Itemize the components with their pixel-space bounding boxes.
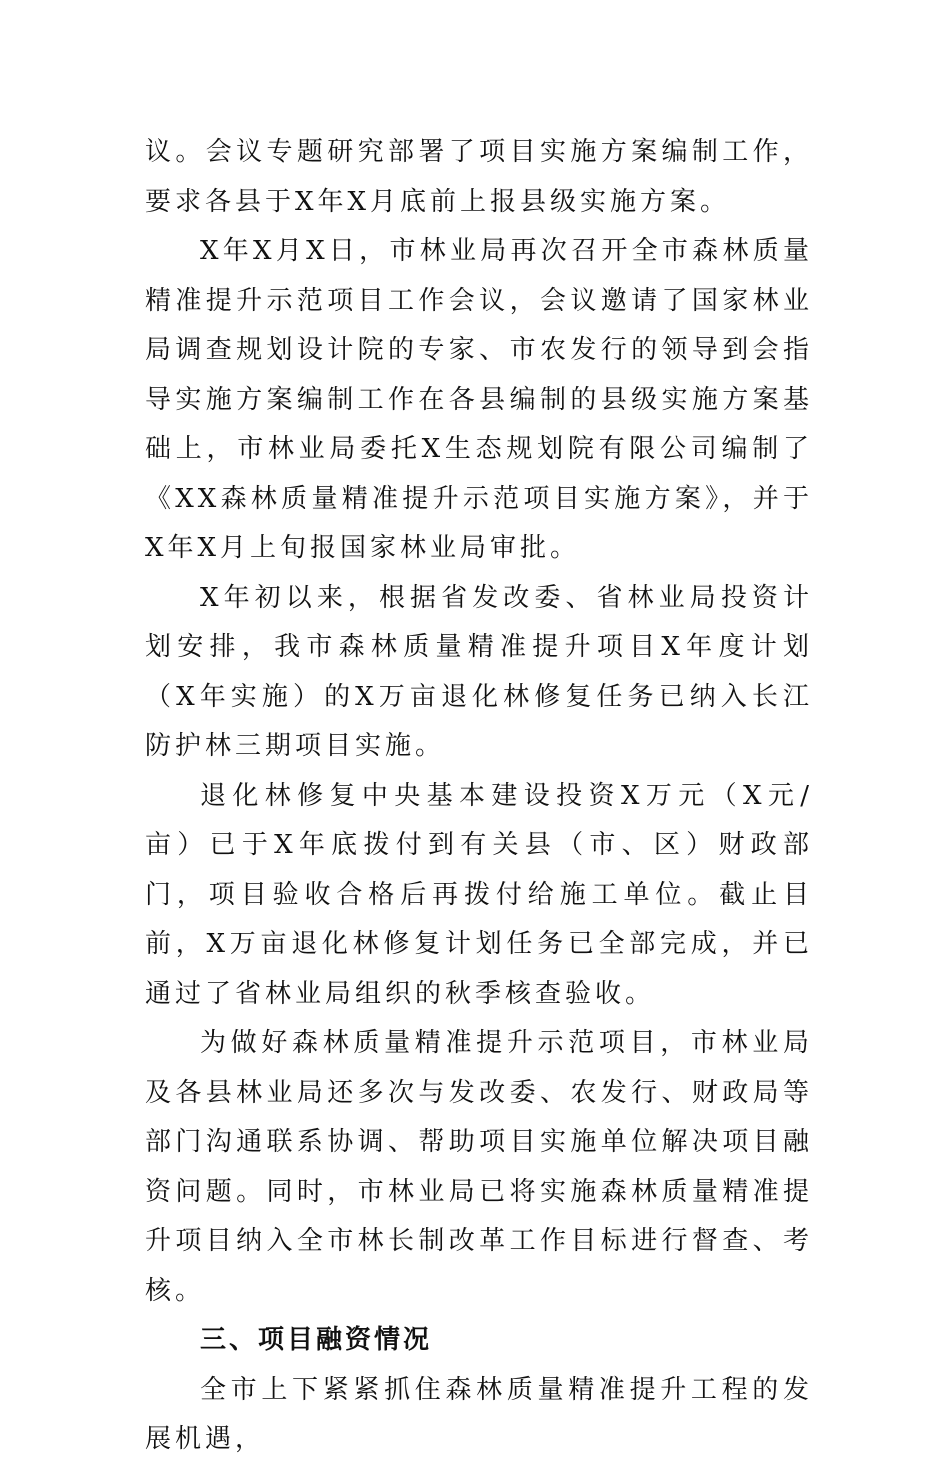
paragraph-coordination: 为做好森林质量精准提升示范项目，市林业局及各县林业局还多次与发改委、农发行、财政局等部门沟通联系协调、帮助项目实施单位解决项目融资问题。同时，市林业局已将实施森林质量精准提升项目纳入全市林长制改革工作目标进行督查、考核。 <box>145 1028 813 1306</box>
paragraph-restoration-funds: 退化林修复中央基本建设投资X万元（X元/亩）已于X年底拨付到有关县（市、区）财政部门，项目验收合格后再拨付给施工单位。截止目前，X万亩退化林修复计划任务已全部完成，并已通过了省林业局组织的秋季核查验收。 <box>145 780 813 1009</box>
paragraph-continuation: 议。会议专题研究部署了项目实施方案编制工作，要求各县于X年X月底前上报县级实施方案。 <box>145 137 813 217</box>
paragraph-work-meeting: X年X月X日，市林业局再次召开全市森林质量精准提升示范项目工作会议，会议邀请了国家林业局调查规划设计院的专家、市农发行的领导到会指导实施方案编制工作在各县编制的县级实施方案基础上，市林业局委托X生态规划院有限公司编制了《XX森林质量精准提升示范项目实施方案》，并于X年X月上旬报国家林业局审批。 <box>145 236 813 563</box>
section-heading: 三、项目融资情况 <box>200 1325 433 1355</box>
paragraph-investment-plan: X年初以来，根据省发改委、省林业局投资计划安排，我市森林质量精准提升项目X年度计划（X年实施）的X万亩退化林修复任务已纳入长江防护林三期项目实施。 <box>145 582 813 761</box>
document-body <box>145 128 813 1465</box>
paragraph-financing-intro: 全市上下紧紧抓住森林质量精准提升工程的发展机遇， <box>145 1374 813 1454</box>
